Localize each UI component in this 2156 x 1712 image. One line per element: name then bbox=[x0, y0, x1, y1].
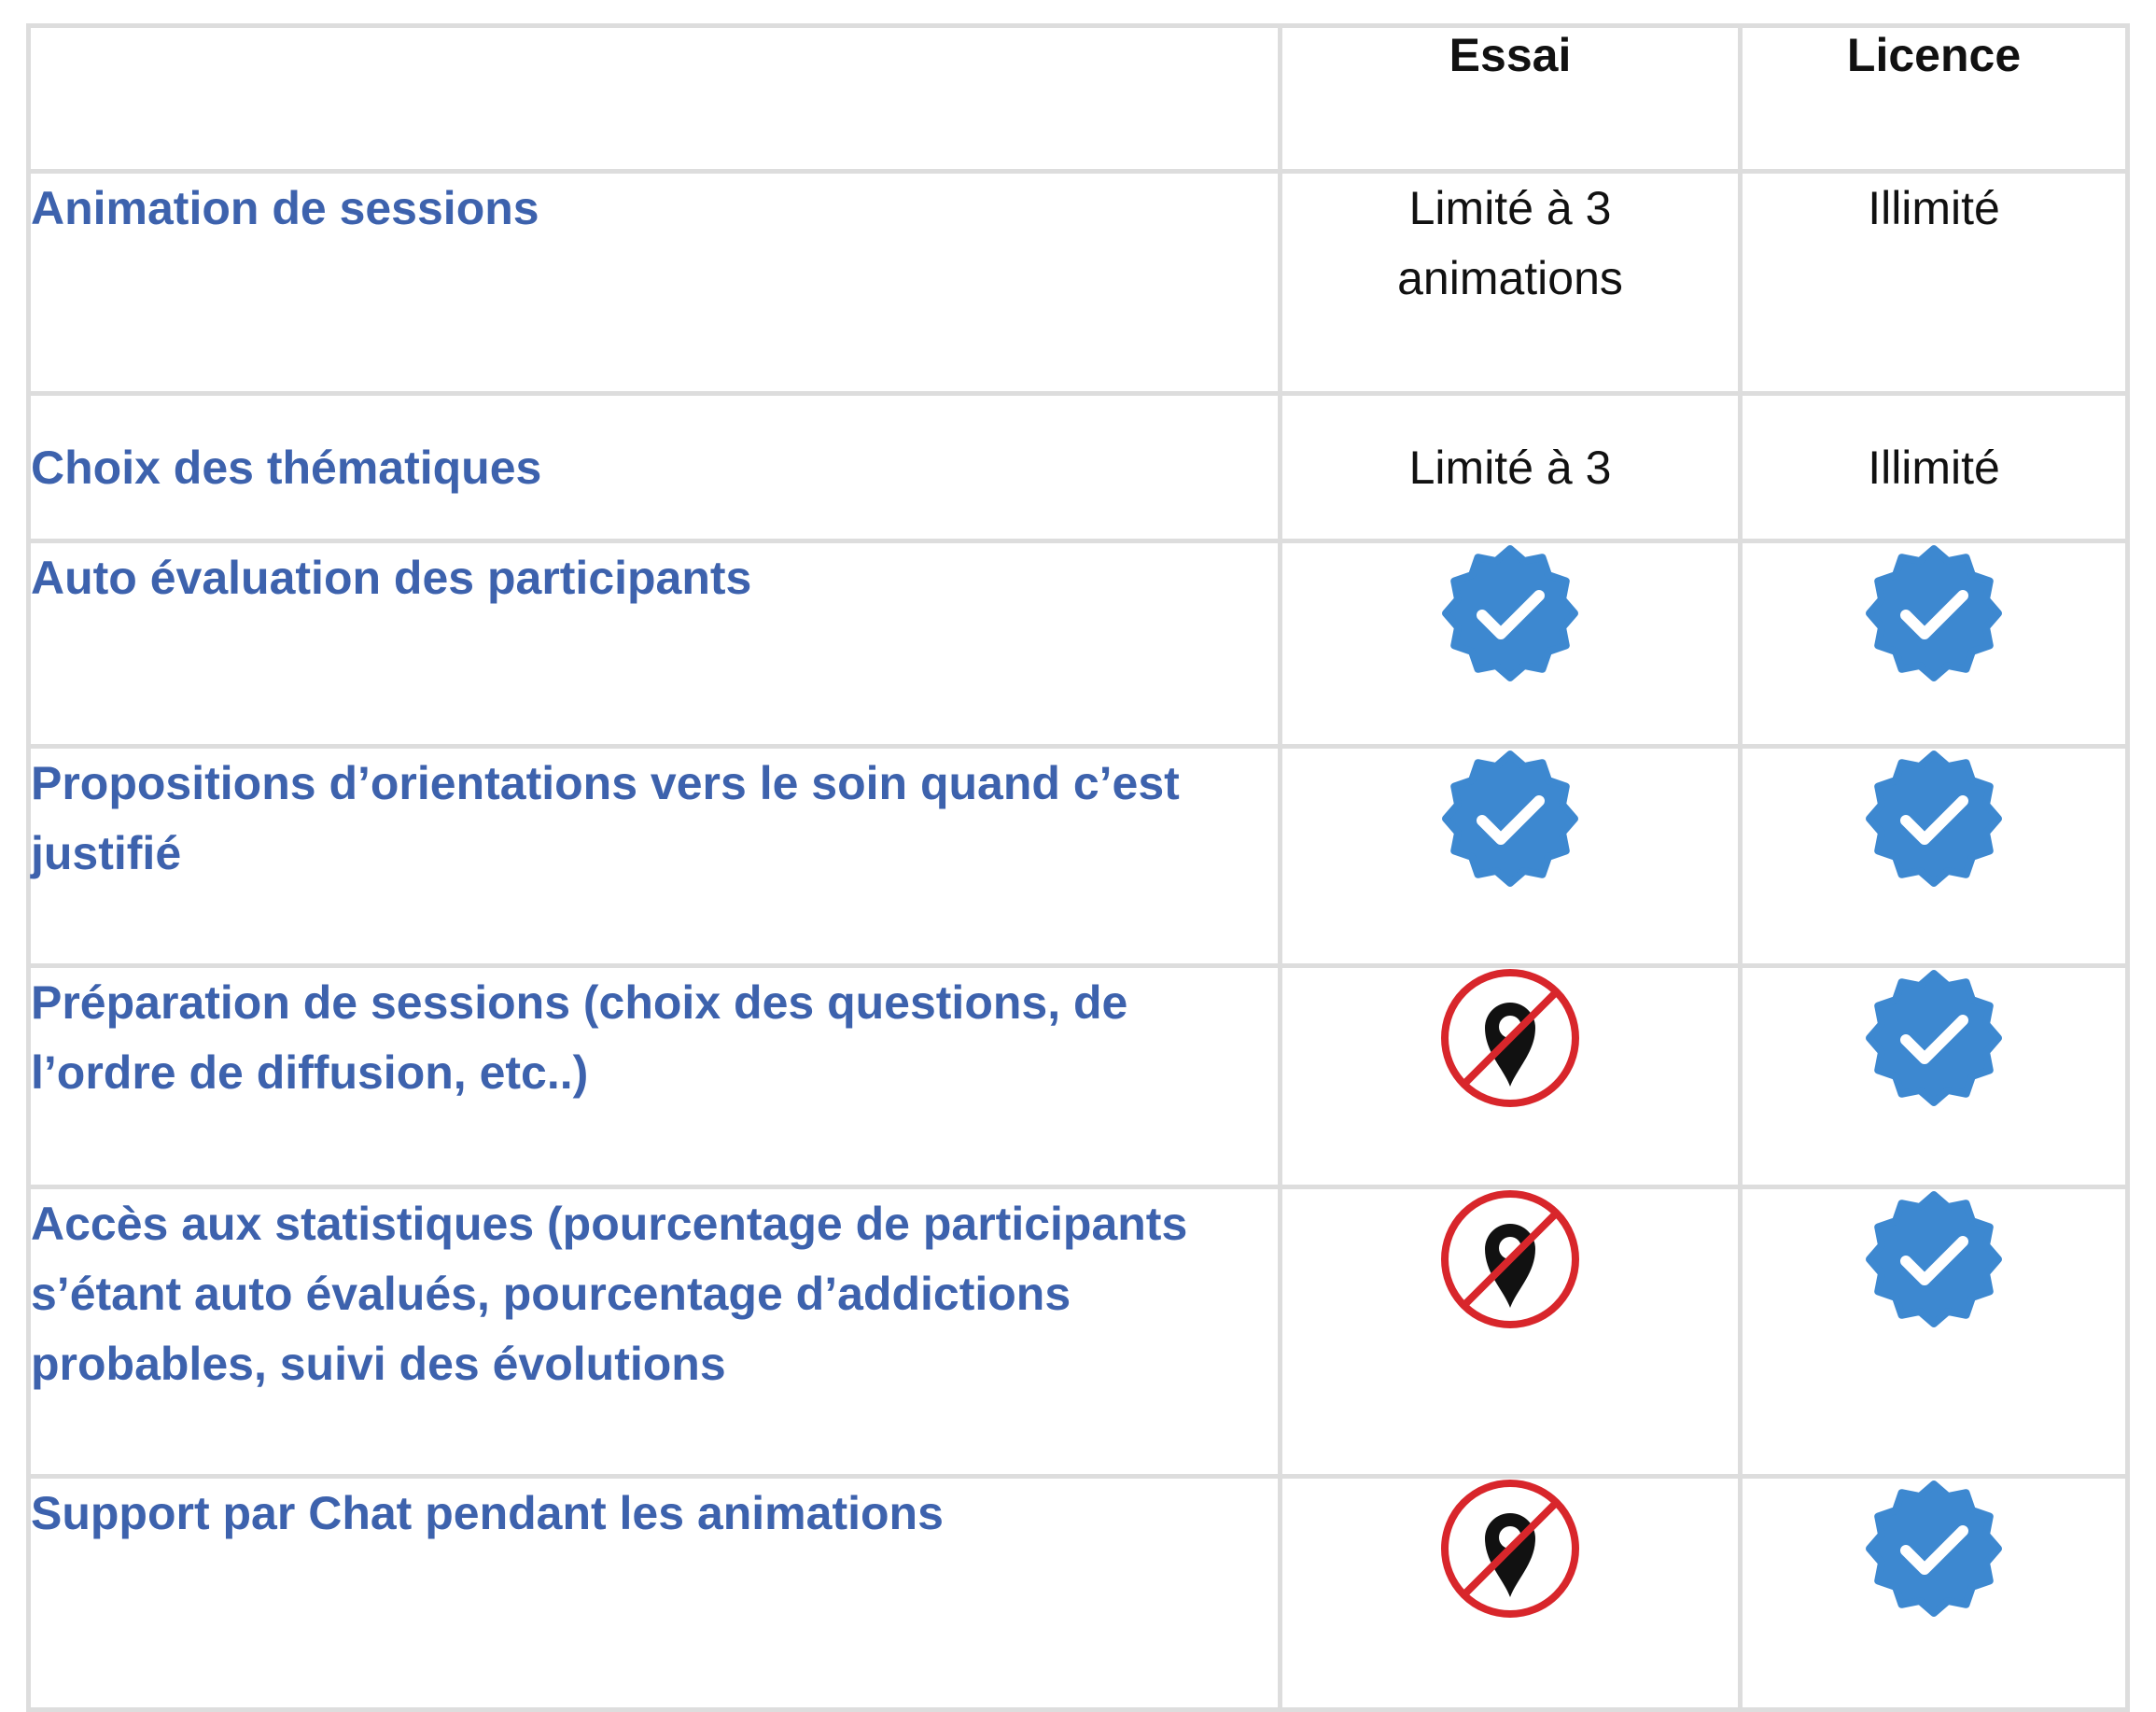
feature-label: Accès aux statistiques (pourcentage de participants s’étant auto évalués, pourcentage d’addictions probables, suivi des évolutions bbox=[29, 1187, 1281, 1477]
trial-value bbox=[1280, 1477, 1740, 1710]
feature-label: Animation de sessions bbox=[29, 172, 1281, 394]
verified-check-icon bbox=[1864, 1189, 2004, 1329]
verified-check-icon bbox=[1440, 749, 1580, 889]
license-value bbox=[1741, 1187, 2128, 1477]
table-row bbox=[29, 1477, 2128, 1710]
trial-value bbox=[1280, 541, 1740, 747]
license-value bbox=[1741, 747, 2128, 966]
not-available-icon bbox=[1440, 1189, 1580, 1329]
table-row bbox=[29, 394, 2128, 541]
table-row bbox=[29, 1187, 2128, 1477]
feature-label: Choix des thématiques bbox=[29, 394, 1281, 541]
header-row bbox=[29, 26, 2128, 172]
feature-label: Préparation de sessions (choix des questions, de l’ordre de diffusion, etc..) bbox=[29, 966, 1281, 1187]
table-row bbox=[29, 541, 2128, 747]
header-trial: Essai bbox=[1280, 26, 1740, 172]
not-available-icon bbox=[1440, 968, 1580, 1108]
table-row bbox=[29, 966, 2128, 1187]
verified-check-icon bbox=[1864, 543, 2004, 683]
license-value bbox=[1741, 541, 2128, 747]
verified-check-icon bbox=[1864, 1479, 2004, 1619]
table-row bbox=[29, 172, 2128, 394]
trial-value bbox=[1280, 172, 1740, 394]
verified-check-icon bbox=[1864, 749, 2004, 889]
trial-value bbox=[1280, 747, 1740, 966]
comparison-table bbox=[26, 23, 2130, 1712]
table-row bbox=[29, 747, 2128, 966]
verified-check-icon bbox=[1440, 543, 1580, 683]
not-available-icon bbox=[1440, 1479, 1580, 1619]
license-value bbox=[1741, 966, 2128, 1187]
feature-label: Propositions d’orientations vers le soin quand c’est justifié bbox=[29, 747, 1281, 966]
header-feature bbox=[29, 26, 1281, 172]
license-value: Illimité bbox=[1741, 172, 2128, 394]
verified-check-icon bbox=[1864, 968, 2004, 1108]
license-value: Illimité bbox=[1741, 394, 2128, 541]
trial-value bbox=[1280, 1187, 1740, 1477]
header-license: Licence bbox=[1741, 26, 2128, 172]
feature-label: Support par Chat pendant les animations bbox=[29, 1477, 1281, 1710]
trial-value-text: Limité à 3 animations bbox=[1397, 182, 1623, 304]
trial-value: Limité à 3 bbox=[1280, 394, 1740, 541]
license-value bbox=[1741, 1477, 2128, 1710]
trial-value bbox=[1280, 966, 1740, 1187]
feature-label: Auto évaluation des participants bbox=[29, 541, 1281, 747]
